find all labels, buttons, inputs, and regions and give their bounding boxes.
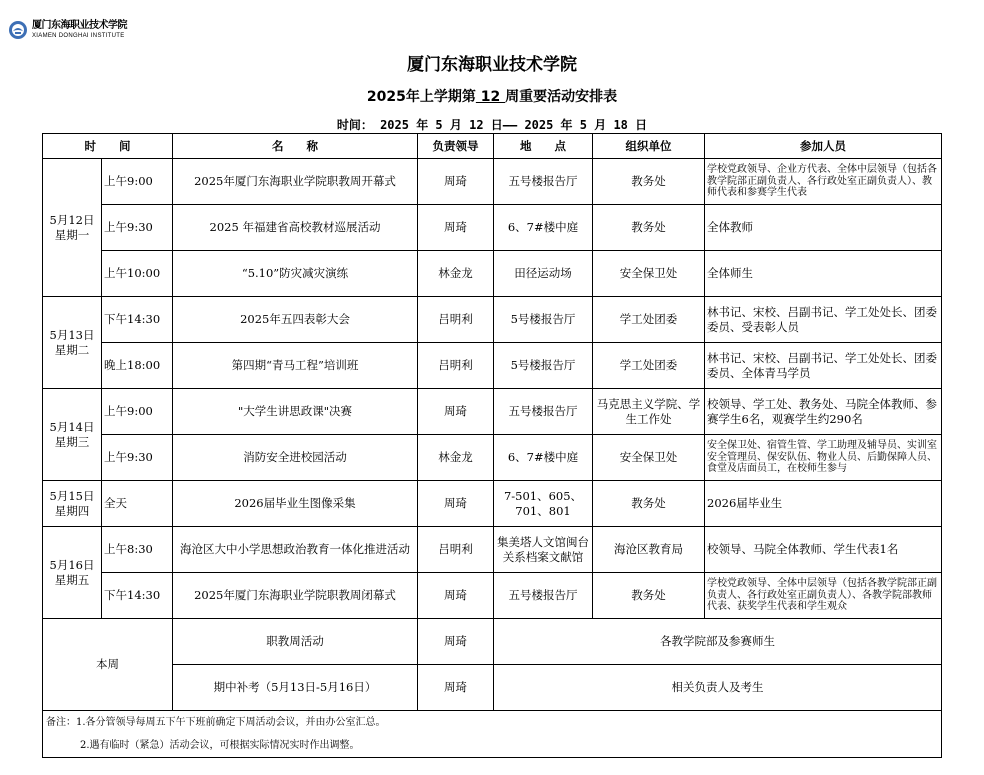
- table-row: [43, 665, 942, 711]
- header-org: 组织单位: [593, 134, 705, 159]
- activity-name-cell: "大学生讲思政课"决赛: [173, 389, 418, 435]
- people-cell: 2026届毕业生: [705, 481, 942, 527]
- activity-name-cell: 2025 年福建省高校教材巡展活动: [173, 205, 418, 251]
- people-cell: 安全保卫处、宿管生管、学工助理及辅导员、实训室安全管理员、保安队伍、物业人员、后勤保障人员、食堂及店面员工，在校师生参与: [705, 435, 942, 481]
- notes-row: [43, 711, 942, 758]
- table-row: [43, 297, 942, 343]
- leader-cell: 周琦: [418, 205, 494, 251]
- header-place: 地 点: [494, 134, 593, 159]
- people-cell: 全体师生: [705, 251, 942, 297]
- leader-cell: 周琦: [418, 573, 494, 619]
- time-cell: 晚上18:00: [102, 343, 173, 389]
- activity-name-cell: 期中补考（5月13日-5月16日）: [173, 665, 418, 711]
- leader-cell: 吕明利: [418, 297, 494, 343]
- week-number: 12: [475, 89, 506, 105]
- leader-cell: 周琦: [418, 389, 494, 435]
- leader-cell: 周琦: [418, 619, 494, 665]
- header-people: 参加人员: [705, 134, 942, 159]
- people-cell: 全体教师: [705, 205, 942, 251]
- table-row: [43, 205, 942, 251]
- header-time: 时 间: [43, 134, 173, 159]
- place-cell: 7-501、605、701、801: [494, 481, 593, 527]
- school-emblem-icon: [8, 20, 28, 40]
- table-header-row: [43, 134, 942, 159]
- day-cell: 5月14日 星期三: [43, 389, 102, 481]
- people-cell: 林书记、宋校、吕副书记、学工处处长、团委委员、受表彰人员: [705, 297, 942, 343]
- day-cell: 5月13日 星期二: [43, 297, 102, 389]
- people-cell: 校领导、马院全体教师、学生代表1名: [705, 527, 942, 573]
- people-cell: 学校党政领导、企业方代表、全体中层领导（包括各教学院部正副负责人、各行政处室正副负责人）、教师代表和参赛学生代表: [705, 159, 942, 205]
- table-row: [43, 573, 942, 619]
- logo-chinese-name: 厦门东海职业技术学院: [32, 20, 127, 31]
- place-cell: 五号楼报告厅: [494, 573, 593, 619]
- time-range: 时间： 2025 年 5 月 12 日—— 2025 年 5 月 18 日: [336, 118, 648, 132]
- people-cell: 校领导、学工处、教务处、马院全体教师、参赛学生6名，观赛学生约290名: [705, 389, 942, 435]
- scope-cell: 各教学院部及参赛师生: [494, 619, 942, 665]
- place-cell: 5号楼报告厅: [494, 343, 593, 389]
- page-title: 厦门东海职业技术学院: [407, 55, 577, 75]
- table-row: [43, 481, 942, 527]
- time-cell: 上午9:30: [102, 435, 173, 481]
- leader-cell: 林金龙: [418, 251, 494, 297]
- header-leader: 负责领导: [418, 134, 494, 159]
- place-cell: 6、7#楼中庭: [494, 205, 593, 251]
- time-cell: 上午9:30: [102, 205, 173, 251]
- scope-cell: 相关负责人及考生: [494, 665, 942, 711]
- table-row: [43, 159, 942, 205]
- logo-english-name: XIAMEN DONGHAI INSTITUTE: [32, 33, 125, 39]
- org-cell: 教务处: [593, 481, 705, 527]
- notes-cell: [43, 711, 942, 758]
- subtitle-prefix: 2025年上学期第: [366, 89, 476, 105]
- time-cell: 下午14:30: [102, 297, 173, 343]
- subtitle-suffix: 周重要活动安排表: [505, 89, 618, 105]
- activity-name-cell: “5.10”防灾减灾演练: [173, 251, 418, 297]
- place-cell: 5号楼报告厅: [494, 297, 593, 343]
- note-1: 备注：1.各分管领导每周五下午下班前确定下周活动会议，并由办公室汇总。: [46, 717, 386, 728]
- activity-name-cell: 2025年厦门东海职业学院职教周闭幕式: [173, 573, 418, 619]
- activity-name-cell: 2025年五四表彰大会: [173, 297, 418, 343]
- schedule-table: [42, 133, 942, 758]
- org-cell: 马克思主义学院、学生工作处: [593, 389, 705, 435]
- activity-name-cell: 2025年厦门东海职业学院职教周开幕式: [173, 159, 418, 205]
- schedule-subtitle: [0, 86, 984, 106]
- org-cell: 安全保卫处: [593, 435, 705, 481]
- note-2: 2.遇有临时（紧急）活动会议，可根据实际情况实时作出调整。: [80, 740, 360, 751]
- time-cell: 上午8:30: [102, 527, 173, 573]
- table-row: [43, 389, 942, 435]
- place-cell: 五号楼报告厅: [494, 389, 593, 435]
- time-cell: 下午14:30: [102, 573, 173, 619]
- place-cell: 五号楼报告厅: [494, 159, 593, 205]
- leader-cell: 吕明利: [418, 527, 494, 573]
- leader-cell: 周琦: [418, 159, 494, 205]
- leader-cell: 吕明利: [418, 343, 494, 389]
- activity-name-cell: 第四期“青马工程”培训班: [173, 343, 418, 389]
- activity-name-cell: 职教周活动: [173, 619, 418, 665]
- org-cell: 学工处团委: [593, 343, 705, 389]
- time-cell: 上午10:00: [102, 251, 173, 297]
- leader-cell: 周琦: [418, 481, 494, 527]
- table-row: [43, 251, 942, 297]
- week-cell: 本周: [43, 619, 173, 711]
- org-cell: 海沧区教育局: [593, 527, 705, 573]
- header-name: 名 称: [173, 134, 418, 159]
- table-row: [43, 527, 942, 573]
- people-cell: 学校党政领导、全体中层领导（包括各教学院部正副负责人、各行政处室正副负责人）、各教学院部教师代表、获奖学生代表和学生观众: [705, 573, 942, 619]
- leader-cell: 周琦: [418, 665, 494, 711]
- day-cell: 5月15日 星期四: [43, 481, 102, 527]
- org-cell: 教务处: [593, 205, 705, 251]
- activity-name-cell: 海沧区大中小学思想政治教育一体化推进活动: [173, 527, 418, 573]
- time-cell: 全天: [102, 481, 173, 527]
- leader-cell: 林金龙: [418, 435, 494, 481]
- day-cell: 5月12日 星期一: [43, 159, 102, 297]
- activity-name-cell: 消防安全进校园活动: [173, 435, 418, 481]
- day-cell: 5月16日 星期五: [43, 527, 102, 619]
- school-logo: [8, 20, 127, 40]
- place-cell: 田径运动场: [494, 251, 593, 297]
- people-cell: 林书记、宋校、吕副书记、学工处处长、团委委员、全体青马学员: [705, 343, 942, 389]
- org-cell: 学工处团委: [593, 297, 705, 343]
- org-cell: 教务处: [593, 159, 705, 205]
- table-row: [43, 435, 942, 481]
- table-row: [43, 343, 942, 389]
- table-row: [43, 619, 942, 665]
- org-cell: 安全保卫处: [593, 251, 705, 297]
- place-cell: 6、7#楼中庭: [494, 435, 593, 481]
- place-cell: 集美塔人文馆闽台关系档案文献馆: [494, 527, 593, 573]
- time-cell: 上午9:00: [102, 389, 173, 435]
- activity-name-cell: 2026届毕业生图像采集: [173, 481, 418, 527]
- time-cell: 上午9:00: [102, 159, 173, 205]
- org-cell: 教务处: [593, 573, 705, 619]
